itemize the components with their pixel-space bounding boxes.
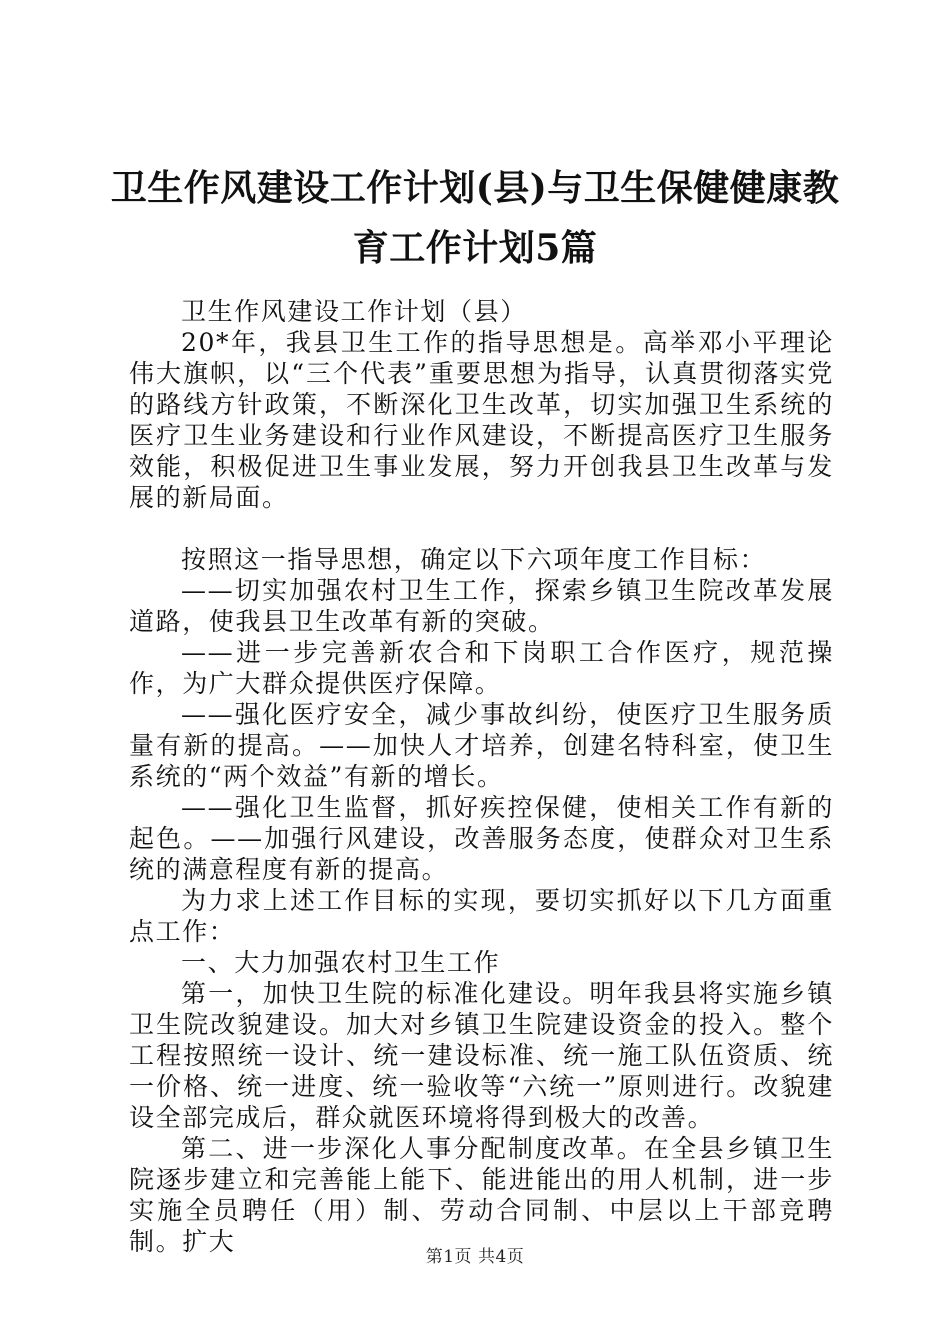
section-heading: 卫生作风建设工作计划（县） bbox=[181, 297, 527, 326]
body-paragraph: 为力求上述工作目标的实现，要切实抓好以下几方面重点工作： bbox=[129, 886, 834, 946]
document-title-line-1: 卫生作风建设工作计划(县)与卫生保健健康教 bbox=[110, 167, 840, 209]
document-body bbox=[129, 296, 834, 1257]
goal-item: ——切实加强农村卫生工作，探索乡镇卫生院改革发展道路，使我县卫生改革有新的突破。 bbox=[129, 576, 834, 636]
page-number-footer: 第1页 共4页 bbox=[425, 1247, 525, 1267]
document-title bbox=[100, 158, 850, 278]
body-paragraph: 20*年，我县卫生工作的指导思想是。高举邓小平理论伟大旗帜，以“三个代表”重要思想为指导，认真贯彻落实党的路线方针政策，不断深化卫生改革，切实加强卫生系统的医疗卫生业务建设和行业作风建设，不断提高医疗卫生服务效能，积极促进卫生事业发展，努力开创我县卫生改革与发展的新局面。 bbox=[129, 328, 834, 512]
body-paragraph: 按照这一指导思想，确定以下六项年度工作目标： bbox=[181, 545, 767, 574]
goal-item: ——进一步完善新农合和下岗职工合作医疗，规范操作，为广大群众提供医疗保障。 bbox=[129, 638, 834, 698]
body-paragraph: 第二、进一步深化人事分配制度改革。在全县乡镇卫生院逐步建立和完善能上能下、能进能出的用人机制，进一步实施全员聘任（用）制、劳动合同制、中层以上干部竞聘制。扩大 bbox=[129, 1134, 834, 1256]
goal-item: ——强化医疗安全，减少事故纠纷，使医疗卫生服务质量有新的提高。——加快人才培养，创建名特科室，使卫生系统的“两个效益”有新的增长。 bbox=[129, 700, 834, 791]
document-title-line-2: 育工作计划5篇 bbox=[352, 227, 598, 269]
goal-item: ——强化卫生监督，抓好疾控保健，使相关工作有新的起色。——加强行风建设，改善服务态度，使群众对卫生系统的满意程度有新的提高。 bbox=[129, 793, 834, 884]
body-paragraph: 第一，加快卫生院的标准化建设。明年我县将实施乡镇卫生院改貌建设。加大对乡镇卫生院建设资金的投入。整个工程按照统一设计、统一建设标准、统一施工队伍资质、统一价格、统一进度、统一验收等“六统一”原则进行。改貌建设全部完成后，群众就医环境将得到极大的改善。 bbox=[129, 979, 834, 1132]
section-heading: 一、大力加强农村卫生工作 bbox=[181, 948, 501, 977]
